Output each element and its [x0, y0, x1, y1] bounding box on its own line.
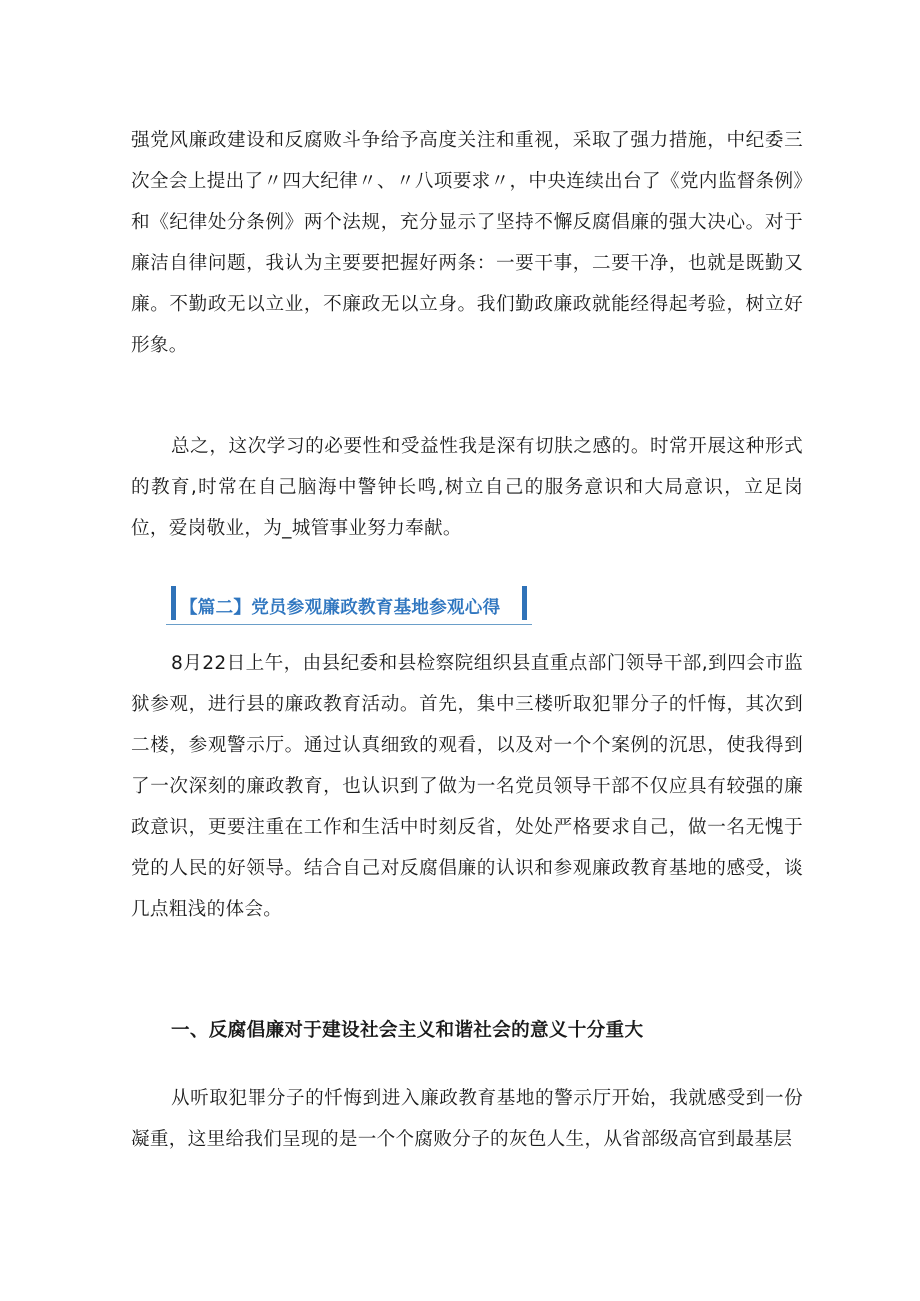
paragraph-anticorruption-measures: 强党风廉政建设和反腐败斗争给予高度关注和重视，采取了强力措施，中纪委三次全会上提出了〃四大纪律〃、〃八项要求〃，中央连续出台了《党内监督条例》和《纪律处分条例》两个法规，充分显示了坚持不懈反腐倡廉的强大决心。对于廉洁自律问题，我认为主要要把握好两条：一要干事，二要干净，也就是既勤又廉。不勤政无以立业，不廉政无以立身。我们勤政廉政就能经得起考验，树立好形象。 [131, 130, 803, 356]
paragraph-section-body: 从听取犯罪分子的忏悔到进入廉政教育基地的警示厅开始，我就感受到一份凝重，这里给我们呈现的是一个个腐败分子的灰色人生，从省部级高官到最基层 [131, 1088, 803, 1150]
article-heading-text: 【篇二】党员参观廉政教育基地参观心得 [180, 598, 501, 618]
paragraph-conclusion: 总之，这次学习的必要性和受益性我是深有切肤之感的。时常开展这种形式的教育,时常在自己脑海中警钟长鸣,树立自己的服务意识和大局意识，立足岗位，爱岗敬业，为_城管事业努力奉献。 [131, 436, 803, 539]
section-title: 一、反腐倡廉对于建设社会主义和谐社会的意义十分重大 [171, 1020, 644, 1041]
paragraph-visit-description: 8月22日上午，由县纪委和县检察院组织县直重点部门领导干部,到四会市监狱参观，进行县的廉政教育活动。首先，集中三楼听取犯罪分子的忏悔，其次到二楼，参观警示厅。通过认真细致的观看，以及对一个个案例的沉思，使我得到了一次深刻的廉政教育，也认识到了做为一名党员领导干部不仅应具有较强的廉政意识，更要注重在工作和生活中时刻反省，处处严格要求自己，做一名无愧于党的人民的好领导。结合自己对反腐倡廉的认识和参观廉政教育基地的感受，谈几点粗浅的体会。 [131, 653, 803, 920]
heading-bar-right-icon [522, 586, 527, 620]
heading-bar-left-icon [171, 586, 176, 620]
article-heading [166, 582, 532, 625]
